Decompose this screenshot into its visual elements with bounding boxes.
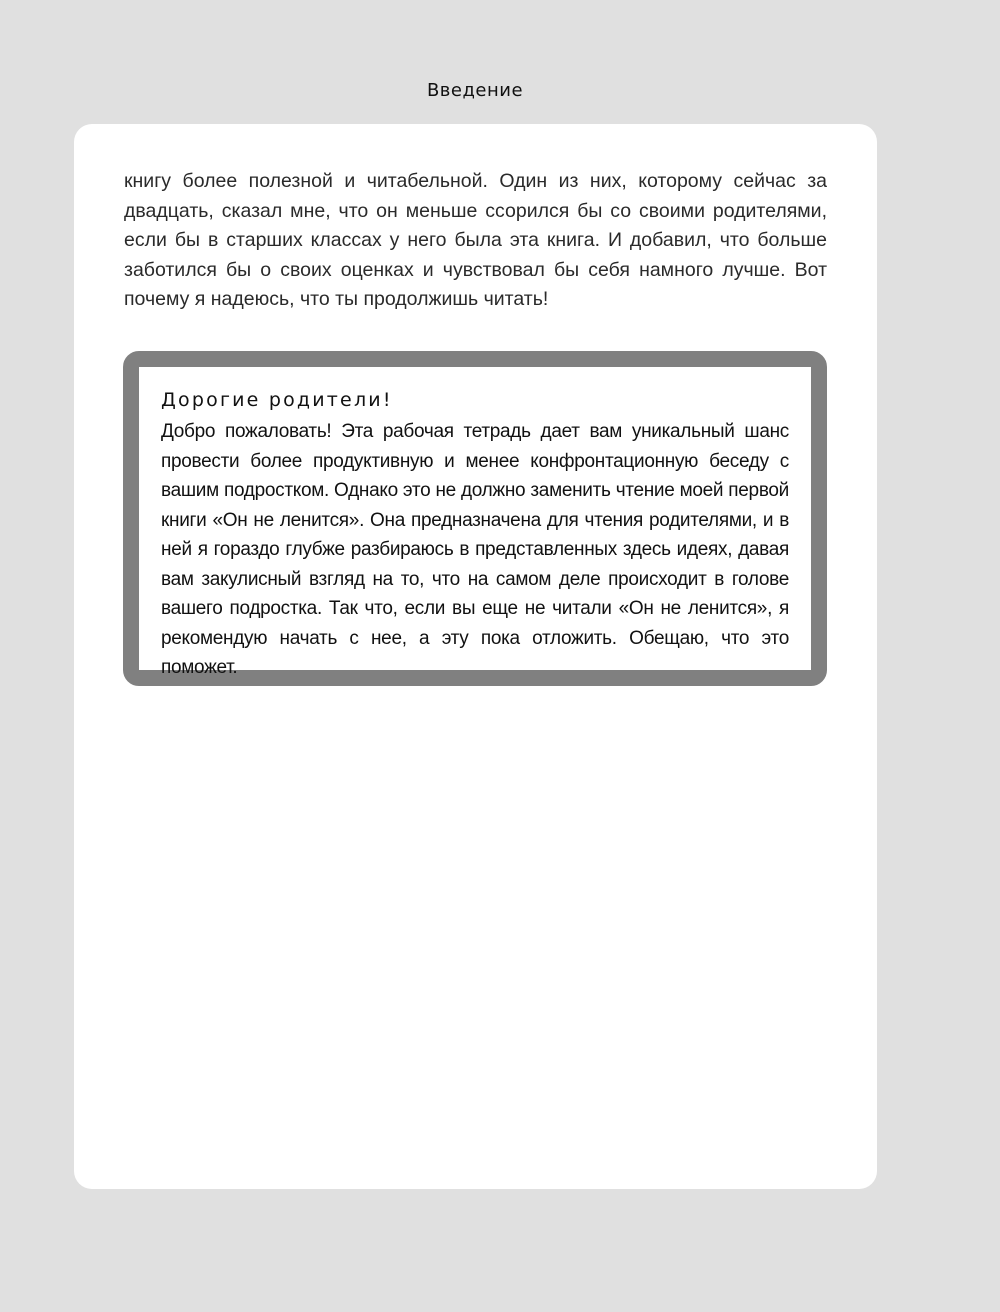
parents-note-box: [123, 351, 827, 686]
parents-note-text: Добро пожаловать! Эта рабочая тетрадь дает вам уникальный шанс провести более продуктивную и менее конфронтационную беседу с вашим подростком. Однако это не должно заменить чтение моей первой книги «Он не ленится». Она предназначена для чтения родителями, и в ней я гораздо глубже разбираюсь в представленных здесь идеях, давая вам закулисный взгляд на то, что на самом деле происходит в голове вашего подростка. Так что, если вы еще не читали «Он не ленится», я рекомендую начать с нее, а эту пока отложить. Обещаю, что это поможет.: [161, 421, 789, 678]
book-page: [74, 124, 877, 1189]
parents-note-title: Дорогие родители!: [161, 389, 393, 411]
running-head-title: Введение: [426, 80, 524, 101]
body-paragraph: книгу более полезной и читабельной. Один из них, которому сейчас за двадцать, сказал мне, что он меньше ссорился бы со своими родителями, если бы в старших классах у него была эта книга. И добавил, что больше заботился бы о своих оценках и чувствовал бы себя намного лучше. Вот почему я надеюсь, что ты продолжишь читать!: [124, 170, 827, 310]
